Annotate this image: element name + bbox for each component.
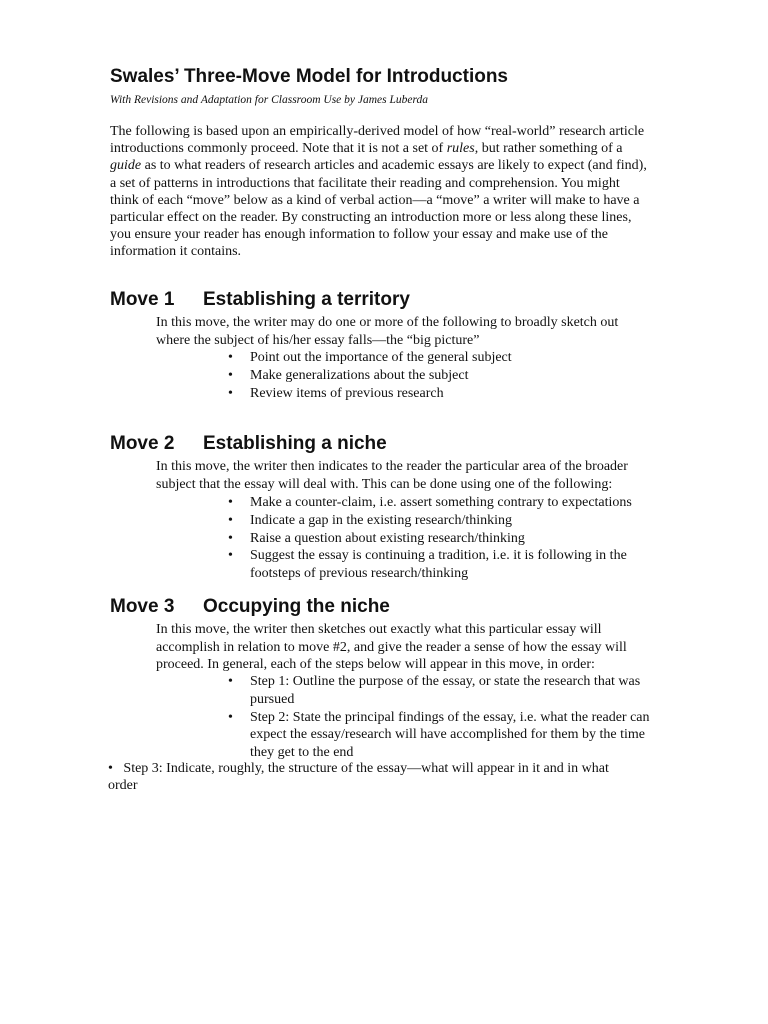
body-line: accomplish in relation to move #2, and give the reader a sense of how the essay will bbox=[156, 639, 627, 655]
bullet-icon: • bbox=[228, 674, 233, 689]
bullet-icon: • bbox=[228, 512, 233, 528]
intro-emphasis: rules bbox=[446, 141, 475, 157]
step-3-item bbox=[108, 760, 708, 795]
body-line: In this move, the writer may do one or more of the following to broadly sketch out bbox=[156, 315, 619, 330]
step-3-line: order bbox=[108, 778, 138, 794]
move-2-body bbox=[156, 458, 716, 493]
move-number: Move 2 bbox=[110, 433, 175, 454]
move-3-body bbox=[156, 621, 716, 674]
bullet-icon: • bbox=[228, 385, 233, 401]
bullet-icon: • bbox=[228, 548, 233, 564]
intro-line: guide as to what readers of research articles and academic essays are likely to expect (and find), bbox=[110, 158, 647, 174]
bullet-icon: • bbox=[228, 350, 233, 365]
move-name: Establishing a niche bbox=[203, 433, 387, 454]
list-item: • Make a counter-claim, i.e. assert something contrary to expectations bbox=[228, 495, 632, 510]
intro-paragraph bbox=[110, 123, 710, 261]
list-item: • Make generalizations about the subject bbox=[228, 367, 469, 383]
move-1-body bbox=[156, 314, 716, 349]
intro-line: introductions commonly proceed. Note that it is not a set of rules, but rather something of a bbox=[110, 141, 623, 157]
list-item: • Step 1: Outline the purpose of the essay, or state the research that was pursued bbox=[228, 674, 641, 707]
list-item: • Raise a question about existing research/thinking bbox=[228, 530, 525, 546]
body-line: In this move, the writer then indicates to the reader the particular area of the broader bbox=[156, 459, 628, 474]
list-item: • Suggest the essay is continuing a tradition, i.e. it is following in the footsteps of previous research/thinking bbox=[228, 548, 627, 582]
body-line: subject that the essay will deal with. This can be done using one of the following: bbox=[156, 476, 613, 492]
bullet-icon: • bbox=[108, 761, 113, 776]
intro-line: The following is based upon an empirically-derived model of how “real-world” research article bbox=[110, 124, 645, 139]
move-name: Establishing a territory bbox=[203, 289, 410, 310]
move-2-bullets bbox=[226, 494, 696, 583]
list-item: • Step 2: State the principal findings of the essay, i.e. what the reader can expect the essay/research will have accomplished for them by the time they get to the end bbox=[228, 709, 650, 761]
bullet-icon: • bbox=[228, 495, 233, 510]
intro-line: you ensure your reader has enough information to follow your essay and make use of the bbox=[110, 227, 609, 243]
move-1-bullets bbox=[226, 349, 696, 402]
intro-line: information it contains. bbox=[110, 244, 242, 260]
move-1-heading bbox=[110, 289, 410, 311]
body-line: where the subject of his/her essay falls—the “big picture” bbox=[156, 332, 480, 348]
page-subtitle: With Revisions and Adaptation for Classroom Use by James Luberda bbox=[110, 94, 429, 106]
intro-line: a set of patterns in introductions that facilitate their reading and comprehension. You might bbox=[110, 175, 620, 191]
list-item: • Indicate a gap in the existing research/thinking bbox=[228, 512, 513, 528]
move-3-heading bbox=[110, 596, 390, 618]
bullet-icon: • bbox=[228, 709, 233, 725]
move-2-heading bbox=[110, 433, 387, 455]
list-item: • Review items of previous research bbox=[228, 385, 444, 401]
list-item: • Point out the importance of the general subject bbox=[228, 350, 512, 365]
intro-line: particular effect on the reader. By constructing an introduction more or less along these lines, bbox=[110, 210, 632, 226]
move-number: Move 3 bbox=[110, 596, 175, 617]
bullet-icon: • bbox=[228, 367, 233, 383]
intro-emphasis: guide bbox=[110, 158, 142, 174]
body-line: proceed. In general, each of the steps below will appear in this move, in order: bbox=[156, 657, 595, 673]
move-number: Move 1 bbox=[110, 289, 175, 310]
bullet-icon: • bbox=[228, 530, 233, 546]
body-line: In this move, the writer then sketches out exactly what this particular essay will bbox=[156, 622, 602, 637]
move-name: Occupying the niche bbox=[203, 596, 390, 617]
intro-line: think of each “move” below as a kind of verbal action—a “move” a writer will make to have a bbox=[110, 192, 640, 208]
move-3-bullets bbox=[226, 673, 696, 762]
page-title: Swales’ Three-Move Model for Introductions bbox=[110, 66, 508, 87]
step-3-line: • Step 3: Indicate, roughly, the structure of the essay—what will appear in it and in what bbox=[108, 761, 609, 776]
